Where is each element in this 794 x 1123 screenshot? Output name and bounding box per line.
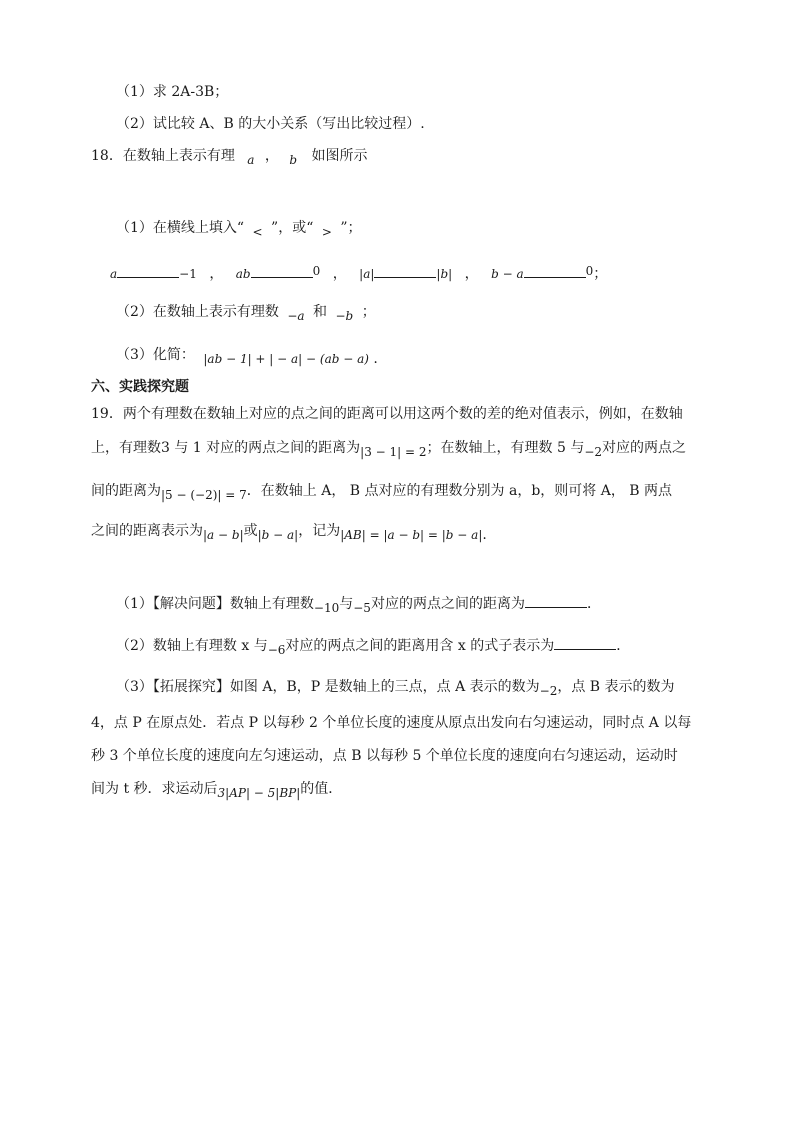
q19-part1 bbox=[116, 593, 601, 614]
sep: ， bbox=[332, 266, 347, 282]
q18-stem-text: 18．在数轴上表示有理 bbox=[91, 148, 235, 164]
q19-line2-pre: 上，有理数3 与 1 对应的两点之间的距离为 bbox=[91, 440, 361, 456]
q19-part1-mid: 与 bbox=[339, 596, 354, 612]
q19-part3-line3-text: 秒 3 个单位长度的速度向左匀速运动，点 B 以每秒 5 个单位长度的速度向右匀速运动，运动时 bbox=[91, 748, 678, 764]
and-word: 和 bbox=[313, 304, 328, 320]
q18-part2 bbox=[116, 302, 376, 322]
less-than-sign: < bbox=[252, 225, 263, 239]
q19-part2-end: ． bbox=[616, 638, 631, 654]
q17-part2-text: （2）试比较 A、B 的大小关系（写出比较过程）. bbox=[116, 116, 425, 132]
var-a: a bbox=[247, 153, 255, 167]
q19-line4-e3: |AB| = |a − b| = |b − a| bbox=[340, 528, 483, 542]
f4-right: 0 bbox=[585, 264, 594, 278]
answer-blank-1[interactable] bbox=[117, 263, 179, 278]
q19-line4-or: 或 bbox=[243, 523, 258, 539]
greater-than-sign: > bbox=[321, 225, 332, 239]
section-6-title-text: 六、实践探究题 bbox=[91, 379, 189, 395]
end-semi: ； bbox=[593, 266, 608, 282]
q19-part1-n2: −5 bbox=[353, 601, 371, 615]
q18-part1-text: （1）在横线上填入“ bbox=[116, 220, 245, 236]
q18-part3-expr: |ab − 1| + | − a| − (ab − a) bbox=[203, 352, 369, 366]
q18-part1-post: ”； bbox=[340, 220, 362, 236]
q19-part3-pre: （3）【拓展探究】如图 A，B，P 是数轴上的三点，点 A 表示的数为 bbox=[116, 679, 540, 695]
q19-line2-neg2: −2 bbox=[584, 445, 603, 459]
f4-left: b − a bbox=[491, 267, 524, 281]
q19-line4-e2: |b − a| bbox=[257, 528, 299, 542]
q19-line2-mid: ；在数轴上，有理数 5 与 bbox=[426, 440, 585, 456]
answer-blank-4[interactable] bbox=[524, 263, 586, 278]
f2-right: 0 bbox=[312, 264, 321, 278]
q19-line3-expr: |5 − (−2)| = 7 bbox=[161, 488, 247, 502]
q18-part2-text: （2）在数轴上表示有理数 bbox=[116, 304, 279, 320]
q17-part1-text: （1）求 2A-3B； bbox=[116, 84, 229, 100]
sep: ， bbox=[464, 266, 479, 282]
q18-part3-text: （3）化简： bbox=[116, 347, 195, 363]
q19-part3-line4 bbox=[91, 779, 342, 799]
q19-line4 bbox=[91, 521, 487, 541]
q18-part1-mid: ”，或“ bbox=[271, 220, 314, 236]
q19-part2-n: −6 bbox=[267, 643, 286, 657]
q19-part3-n: −2 bbox=[539, 684, 558, 698]
f1-left: a bbox=[110, 267, 118, 281]
q19-part3-line2-text: 4，点 P 在原点处．若点 P 以每秒 2 个单位长度的速度从原点出发向右匀速运动，同时点 A 以每 bbox=[91, 715, 692, 731]
q19-line4-pre: 之间的距离表示为 bbox=[91, 523, 203, 539]
q19-part2 bbox=[116, 635, 630, 656]
q19-part3-line2 bbox=[91, 713, 691, 733]
f2-left: ab bbox=[235, 267, 251, 281]
q19-part3-post: ，点 B 表示的数为 bbox=[557, 679, 675, 695]
q19-part3-line4-expr: 3|AP| − 5|BP| bbox=[217, 786, 301, 800]
q19-line1 bbox=[91, 404, 683, 424]
q19-part1-post: 对应的两点之间的距离为 bbox=[370, 596, 525, 612]
answer-blank-2[interactable] bbox=[251, 263, 313, 278]
var-b: b bbox=[289, 153, 298, 167]
q19-line1-text: 19．两个有理数在数轴上对应的点之间的距离可以用这两个数的差的绝对值表示，例如，在数轴 bbox=[91, 406, 683, 422]
q19-part3-line4-pre: 间为 t 秒．求运动后 bbox=[91, 781, 218, 797]
q19-line4-e1: |a − b| bbox=[203, 528, 244, 542]
q19-part3-line1 bbox=[116, 677, 675, 697]
sep: ， bbox=[209, 266, 224, 282]
q18-part3 bbox=[116, 345, 378, 365]
f1-right: −1 bbox=[179, 267, 197, 281]
q19-part3-line3 bbox=[91, 746, 678, 766]
f3-right: |b| bbox=[436, 267, 453, 281]
q19-line2 bbox=[91, 438, 686, 458]
q19-line2-expr: |3 − 1| = 2 bbox=[360, 445, 427, 459]
answer-blank-q19-2[interactable] bbox=[554, 635, 616, 650]
answer-blank-3[interactable] bbox=[374, 263, 436, 278]
section-6-title bbox=[91, 377, 189, 397]
neg-a: −a bbox=[287, 309, 305, 323]
q19-part1-end: ． bbox=[586, 596, 601, 612]
answer-blank-q19-1[interactable] bbox=[525, 593, 587, 608]
q18-fill-blanks bbox=[110, 263, 607, 284]
q18-part1 bbox=[116, 218, 362, 238]
q19-line3-post: ．在数轴上 A， B 点对应的有理数分别为 a，b，则可将 A， B 两点 bbox=[246, 483, 673, 499]
q19-line4-post: . bbox=[482, 527, 487, 543]
neg-b: −b bbox=[335, 309, 354, 323]
q19-line3-pre: 间的距离为 bbox=[91, 483, 161, 499]
q18-stem bbox=[91, 146, 367, 166]
q19-part1-n1: −10 bbox=[313, 601, 340, 615]
q19-line3 bbox=[91, 481, 672, 501]
q19-part2-pre: （2）数轴上有理数 x 与 bbox=[116, 638, 268, 654]
comma: ， bbox=[264, 148, 279, 164]
q18-part2-post: ； bbox=[361, 304, 376, 320]
q17-part1 bbox=[116, 82, 228, 102]
q19-part2-post: 对应的两点之间的距离用含 x 的式子表示为 bbox=[285, 638, 555, 654]
q18-stem-post: 如图所示 bbox=[311, 148, 368, 164]
q19-part3-line4-post: 的值． bbox=[300, 781, 343, 797]
q17-part2 bbox=[116, 114, 425, 134]
q19-part1-pre: （1）【解决问题】数轴上有理数 bbox=[116, 596, 314, 612]
f3-left: |a| bbox=[359, 267, 375, 281]
q19-line4-mid: ，记为 bbox=[298, 523, 341, 539]
q18-part3-post: . bbox=[373, 351, 378, 367]
q19-line2-post: 对应的两点之 bbox=[602, 440, 687, 456]
